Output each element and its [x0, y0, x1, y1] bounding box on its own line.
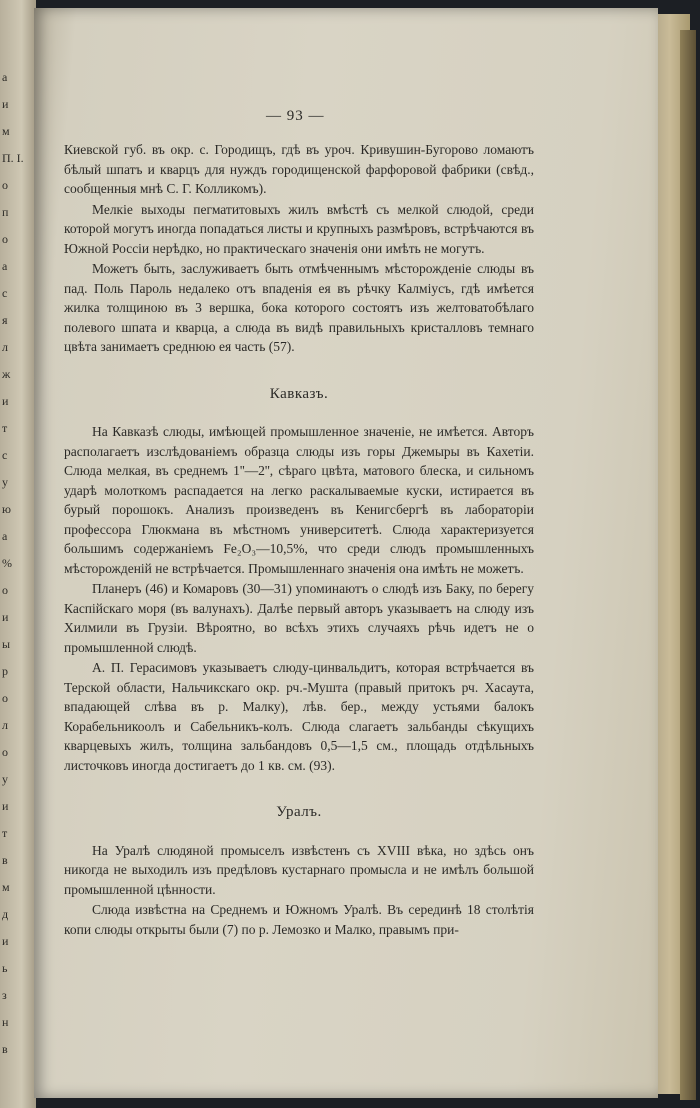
- paragraph: На Уралѣ слюдяной промыселъ извѣстенъ съ XVIII вѣка, но здѣсь онъ никогда не выходилъ изъ предѣловъ кустарнаго промысла и не имѣлъ большой промышленной цѣнности.: [64, 842, 534, 897]
- left-page-text-fragment: ю: [2, 502, 11, 516]
- book-page: [34, 8, 658, 1098]
- section-heading-caucasus: Кавказъ.: [269, 385, 329, 402]
- left-page-text-fragment: и: [2, 934, 9, 948]
- left-page-text-fragment: %: [2, 556, 12, 570]
- caucasus-section: [64, 422, 534, 775]
- paragraph: Слюда извѣстна на Среднемъ и Южномъ Уралѣ. Въ серединѣ 18 столѣтія копи слюды открыты были (7) по р. Лемозко и Малко, правымъ при-: [64, 902, 534, 937]
- left-page-text-fragment: о: [2, 745, 8, 759]
- previous-page-edge: [0, 0, 36, 1108]
- left-page-text-fragment: л: [2, 340, 8, 354]
- left-page-text-fragment: о: [2, 583, 8, 597]
- left-page-text-fragment: и: [2, 394, 9, 408]
- left-page-text-fragment: л: [2, 718, 8, 732]
- left-page-text-fragment: в: [2, 853, 8, 867]
- left-page-text-fragment: я: [2, 313, 8, 327]
- left-page-text-fragment: т: [2, 421, 8, 435]
- left-page-text-fragment: о: [2, 178, 8, 192]
- left-page-text-fragment: м: [2, 124, 10, 138]
- left-page-text-fragment: а: [2, 259, 8, 273]
- left-page-text-fragment: п: [2, 205, 9, 219]
- left-page-text-fragment: н: [2, 1015, 9, 1029]
- left-page-text-fragment: П. І.: [2, 151, 24, 165]
- paragraph: Киевской губ. въ окр. с. Городищъ, гдѣ въ уроч. Кривушин-Бугорово ломаютъ бѣлый шпатъ и кварцъ для нуждъ городищенской фарфоровой фабрики (свѣд., сообщенныя мнѣ С. Г. Колликомъ).: [64, 142, 534, 196]
- intro-section: [64, 140, 534, 357]
- left-page-text-fragment: с: [2, 448, 8, 462]
- left-page-text-fragment: т: [2, 826, 8, 840]
- paragraph: А. П. Герасимовъ указываетъ слюду-цинвальдитъ, которая встрѣчается въ Терской области, Нальчикскаго окр. рч.-Мушта (правый притокъ рч. Хасаута, впадающей слѣва въ р. Малку), лѣв. бер., между устьями балокъ Корабельникоолъ и Сабельникъ-колъ. Слюда слагаетъ зальбанды сѣкущихъ кварцевыхъ жилъ, толщина зальбандовъ 0,5—1,5 см., площадь отдѣльныхъ листочковъ иногда достигаетъ до 1 кв. см. (93).: [64, 660, 534, 773]
- left-page-text-fragment: а: [2, 70, 8, 84]
- left-page-text-fragment: з: [2, 988, 7, 1002]
- book-cover-edge: [680, 30, 696, 1100]
- paragraph: Планеръ (46) и Комаровъ (30—31) упоминаютъ о слюдѣ изъ Баку, по берегу Каспійскаго моря (въ валунахъ). Далѣе первый авторъ указываетъ на слюду изъ Хилмили въ Грузіи. Вѣроятно, во всѣхъ этихъ случаяхъ рѣчь идетъ не о промышленной слюдѣ.: [64, 581, 534, 655]
- left-page-text-fragment: и: [2, 610, 9, 624]
- left-page-text-fragment: у: [2, 772, 8, 786]
- left-page-text-fragment: р: [2, 664, 8, 678]
- left-page-text-fragment: д: [2, 907, 9, 921]
- left-page-text-fragment: ь: [2, 961, 8, 975]
- left-page-text-fragment: с: [2, 286, 8, 300]
- page-body: [64, 140, 534, 940]
- paragraph: Мелкіе выходы пегматитовыхъ жилъ вмѣстѣ съ мелкой слюдой, среди которой могутъ иногда попадаться листы и крупныхъ размѣровъ, встрѣчаются въ Южной Россіи нерѣдко, но практическаго значенія они имѣть не могутъ.: [64, 201, 534, 256]
- left-page-text-fragment: и: [2, 799, 9, 813]
- left-page-text-fragment: о: [2, 691, 8, 705]
- left-page-text-fragment: ы: [2, 637, 11, 651]
- left-page-text-fragment: у: [2, 475, 8, 489]
- left-page-text-fragment: м: [2, 880, 10, 894]
- left-page-text-fragment: в: [2, 1042, 8, 1056]
- left-page-text-fragment: ж: [2, 367, 11, 381]
- ural-section: [64, 841, 534, 940]
- left-page-text-fragment: и: [2, 97, 9, 111]
- paragraph: На Кавказѣ слюды, имѣющей промышленное значеніе, не имѣется. Авторъ располагаетъ изслѣдованіемъ образца слюды изъ горы Джемыры въ Кахетіи. Слюда мелкая, въ среднемъ 1''—2'', сѣраго цвѣта, матового блеска, и сильномъ ударѣ молоткомъ распадается на легко раскалываемые куски, истирается въ бурый порошокъ. Анализъ произведенъ въ Кенигсбергѣ въ лабораторіи профессора Глюкмана въ мѣстномъ университетѣ. Слюда характеризуется большимъ содержаніемъ Fe₂O₃—10,5%, что среди слюдъ промышленныхъ мѣсторожденій не встрѣчается. Промышленнаго значенія она имѣть не можетъ.: [64, 424, 534, 576]
- left-page-text-fragment: а: [2, 529, 8, 543]
- paragraph: Можетъ быть, заслуживаетъ быть отмѣченнымъ мѣсторожденіе слюды въ пад. Поль Пароль недалеко отъ впаденія ея въ рѣчку Калміусъ, гдѣ имѣется жилка толщиною въ 3 вершка, бока которого состоятъ изъ желтоватобѣлаго полевого шпата и кварца, а слюда въ видѣ правильныхъ кристалловъ темнаго цвѣта занимаетъ среднюю ея часть (57).: [64, 261, 534, 354]
- page-number: — 93 —: [266, 108, 325, 124]
- left-page-text-fragment: о: [2, 232, 8, 246]
- section-heading-ural: Уралъ.: [276, 804, 322, 820]
